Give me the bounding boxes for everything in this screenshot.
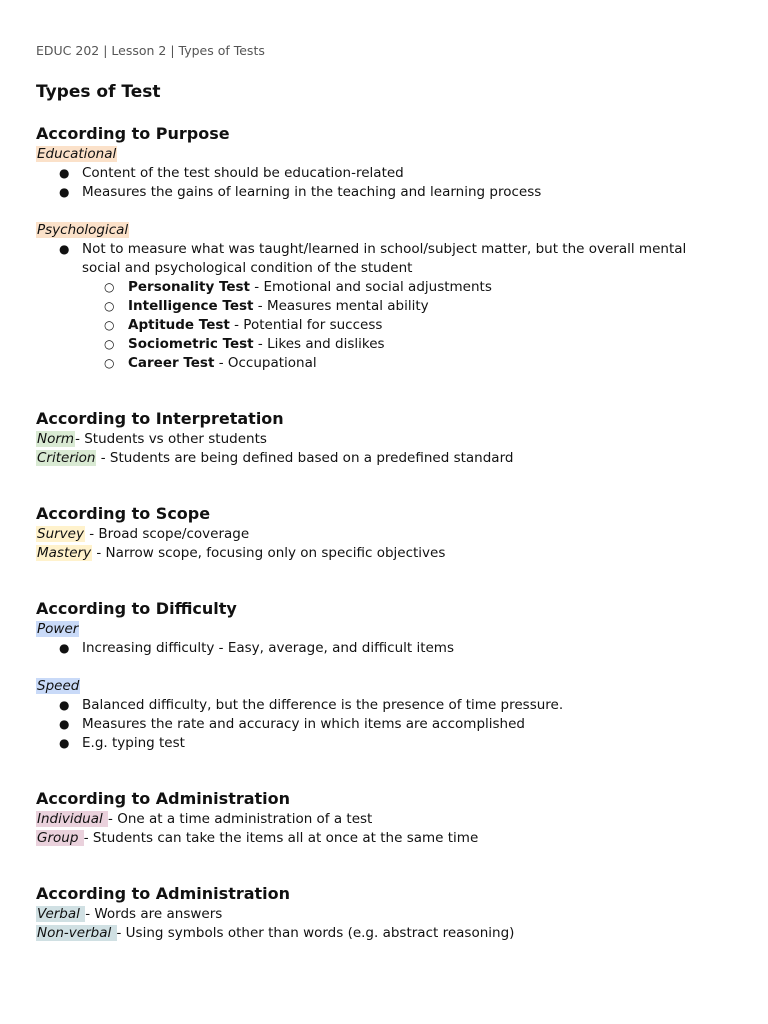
bullet-icon: ● xyxy=(59,641,70,655)
highlighted-term: Mastery xyxy=(37,545,92,561)
term-description: - Measures mental ability xyxy=(253,298,429,314)
bullet-icon: ● xyxy=(59,717,70,731)
hollow-bullet-icon: ○ xyxy=(104,280,115,294)
list-item xyxy=(82,278,736,297)
highlighted-term: Power xyxy=(37,621,79,637)
list-item xyxy=(36,734,736,753)
highlighted-term: Group xyxy=(37,830,83,846)
highlighted-term: Educational xyxy=(37,146,117,162)
hollow-bullet-icon: ○ xyxy=(104,299,115,313)
term-description: - Likes and dislikes xyxy=(253,336,385,352)
list-item xyxy=(36,696,736,715)
list-item-text: Increasing difficulty - Easy, average, and difficult items xyxy=(82,640,454,656)
definition-line xyxy=(36,544,736,563)
list-item-text: Balanced difficulty, but the difference is the presence of time pressure. xyxy=(82,697,564,713)
section-heading-administration: According to Administration xyxy=(36,789,291,808)
list-item-text: Measures the gains of learning in the teaching and learning process xyxy=(82,184,542,200)
hollow-bullet-icon: ○ xyxy=(104,337,115,351)
definition-line xyxy=(36,924,736,943)
bullet-icon: ● xyxy=(59,736,70,750)
term: Intelligence Test xyxy=(128,298,254,314)
highlighted-term: Psychological xyxy=(37,222,129,238)
list-item xyxy=(82,335,736,354)
definition-text: - One at a time administration of a test xyxy=(108,811,373,827)
document-title: Types of Test xyxy=(36,82,161,102)
definition-text: - Students are being defined based on a predefined standard xyxy=(96,450,514,466)
bullet-icon: ● xyxy=(59,242,70,256)
term-description: - Emotional and social adjustments xyxy=(250,279,492,295)
term: Personality Test xyxy=(128,279,251,295)
term-description: - Potential for success xyxy=(229,317,383,333)
highlighted-term: Survey xyxy=(37,526,84,542)
educational-bullet-list xyxy=(36,164,736,202)
list-item-text: Measures the rate and accuracy in which items are accomplished xyxy=(82,716,525,732)
bullet-icon: ● xyxy=(59,185,70,199)
definition-line xyxy=(36,430,736,449)
section-heading-difficulty: According to Difficulty xyxy=(36,599,237,618)
bullet-icon: ● xyxy=(59,166,70,180)
definition-text: - Words are answers xyxy=(85,906,223,922)
section-heading-administration-verbal: According to Administration xyxy=(36,884,291,903)
list-item xyxy=(82,316,736,335)
list-item-text: E.g. typing test xyxy=(82,735,185,751)
term: Sociometric Test xyxy=(128,336,254,352)
course-header: EDUC 202 | Lesson 2 | Types of Tests xyxy=(36,43,265,58)
definition-line xyxy=(36,449,736,468)
highlighted-term: Verbal xyxy=(37,906,85,922)
definition-line xyxy=(36,829,736,848)
subtype-label-speed xyxy=(36,677,736,696)
document-page xyxy=(36,42,736,943)
subtype-label-educational xyxy=(36,145,736,164)
definition-text: - Using symbols other than words (e.g. abstract reasoning) xyxy=(116,925,515,941)
list-item xyxy=(36,164,736,183)
definition-line xyxy=(36,525,736,544)
definition-text: - Students vs other students xyxy=(75,431,267,447)
section-heading-interpretation: According to Interpretation xyxy=(36,409,284,428)
list-item xyxy=(36,240,736,373)
psychological-test-types xyxy=(82,278,736,373)
definition-line xyxy=(36,905,736,924)
definition-text: - Students can take the items all at once at the same time xyxy=(83,830,479,846)
definition-text: - Narrow scope, focusing only on specific objectives xyxy=(92,545,446,561)
section-heading-scope: According to Scope xyxy=(36,504,211,523)
highlighted-term: Criterion xyxy=(37,450,96,466)
list-item-text: Content of the test should be education-related xyxy=(82,165,404,181)
definition-text: - Broad scope/coverage xyxy=(84,526,250,542)
list-item xyxy=(82,354,736,373)
speed-bullet-list xyxy=(36,696,736,753)
list-item xyxy=(36,715,736,734)
hollow-bullet-icon: ○ xyxy=(104,318,115,332)
list-item-text: Not to measure what was taught/learned in school/subject matter, but the overall mental social and psychological condition of the student xyxy=(82,241,687,276)
highlighted-term: Speed xyxy=(37,678,80,694)
highlighted-term: Individual xyxy=(37,811,108,827)
list-item xyxy=(82,297,736,316)
hollow-bullet-icon: ○ xyxy=(104,356,115,370)
bullet-icon: ● xyxy=(59,698,70,712)
subtype-label-power xyxy=(36,620,736,639)
term: Aptitude Test xyxy=(128,317,230,333)
psychological-bullet-list xyxy=(36,240,736,373)
term: Career Test xyxy=(128,355,215,371)
highlighted-term: Non-verbal xyxy=(37,925,116,941)
power-bullet-list xyxy=(36,639,736,658)
list-item xyxy=(36,183,736,202)
definition-line xyxy=(36,810,736,829)
subtype-label-psychological xyxy=(36,221,736,240)
term-description: - Occupational xyxy=(214,355,317,371)
section-heading-purpose: According to Purpose xyxy=(36,124,230,143)
highlighted-term: Norm xyxy=(37,431,75,447)
list-item xyxy=(36,639,736,658)
